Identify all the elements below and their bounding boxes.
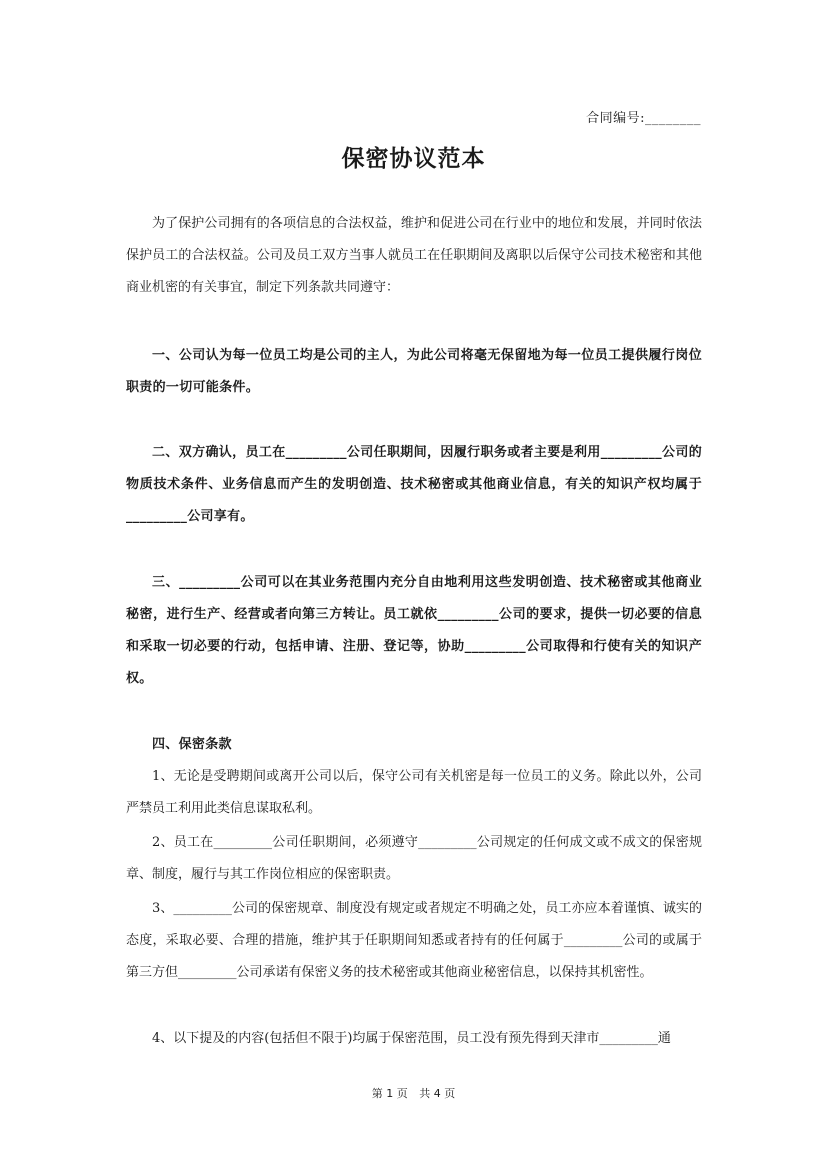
confidentiality-item-3: 3、_________公司的保密规章、制度没有规定或者规定不明确之处，员工亦应本着谨慎、诚实的态度，采取必要、合理的措施，维护其于任职期间知悉或者持有的任何属于_________公司的或属于第三方但_________公司承诺有保密义务的技术秘密或其他商业秘密信息，以保持其机密性。 bbox=[126, 901, 702, 980]
page-title: 保密协议范本 bbox=[341, 145, 486, 172]
confidentiality-item-2: 2、员工在_________公司任职期间，必须遵守_________公司规定的任何成文或不成文的保密规章、制度，履行与其工作岗位相应的保密职责。 bbox=[126, 835, 702, 882]
contract-number-label: 合同编号:________ bbox=[586, 111, 701, 126]
page-number-total: 共 4 页 bbox=[419, 1087, 456, 1100]
clause-4-heading: 四、保密条款 bbox=[152, 737, 232, 752]
clause-2: 二、双方确认，员工在_________公司任职期间，因履行职务或者主要是利用_________公司的物质技术条件、业务信息而产生的发明创造、技术秘密或其他商业信息，有关的知识产权均属于_________公司享有。 bbox=[126, 445, 702, 524]
clause-1: 一、公司认为每一位员工均是公司的主人，为此公司将毫无保留地为每一位员工提供履行岗位职责的一切可能条件。 bbox=[126, 348, 702, 395]
intro-paragraph: 为了保护公司拥有的各项信息的合法权益，维护和促进公司在行业中的地位和发展，并同时依法保护员工的合法权益。公司及员工双方当事人就员工在任职期间及离职以后保守公司技术秘密和其他商业机密的有关事宜，制定下列条款共同遵守： bbox=[126, 216, 702, 295]
confidentiality-item-1: 1、无论是受聘期间或离开公司以后，保守公司有关机密是每一位员工的义务。除此以外，公司严禁员工利用此类信息谋取私利。 bbox=[126, 769, 702, 816]
confidentiality-item-4: 4、以下提及的内容(包括但不限于)均属于保密范围，员工没有预先得到天津市_________通 bbox=[152, 1031, 671, 1046]
page-number-current: 第 1 页 bbox=[371, 1087, 408, 1100]
page-footer bbox=[0, 1085, 827, 1101]
clause-3: 三、_________公司可以在其业务范围内充分自由地利用这些发明创造、技术秘密或其他商业秘密，进行生产、经营或者向第三方转让。员工就依_________公司的要求，提供一切必要的信息和采取一切必要的行动，包括申请、注册、登记等，协助_________公司取得和行使有关的知识产权。 bbox=[126, 575, 702, 686]
